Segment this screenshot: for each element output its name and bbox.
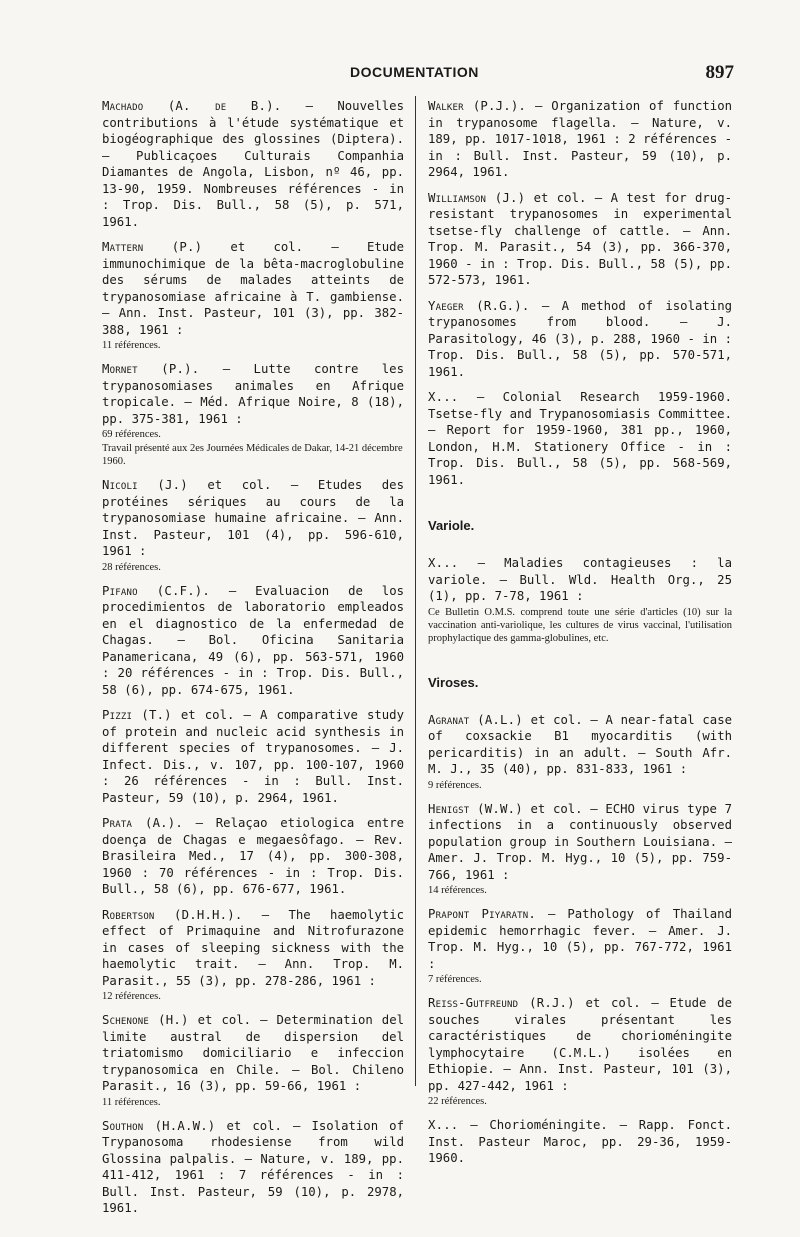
entry-citation — [102, 707, 404, 806]
entry-text: et col. — Etudes des protéines sériques au cours de la trypanosomiase humaine africaine. — Ann. Inst. Pasteur, 101 (4), pp. 596-610, 1961 : — [102, 478, 404, 558]
entry-author: Pifano (C.F.). — [102, 583, 211, 598]
entry-author: Walker (P.J.). — [428, 99, 527, 113]
entry-citation — [428, 801, 732, 884]
bibliography-entry — [428, 995, 732, 1108]
bibliography-entry — [102, 1118, 404, 1217]
section-heading-variole: Variole. — [428, 518, 475, 533]
entry-citation — [428, 712, 732, 778]
entry-note: 7 références. — [428, 974, 482, 985]
bibliography-entry — [102, 1012, 404, 1109]
entry-citation — [102, 1012, 404, 1095]
entry-author: Machado (A. de B.). — [102, 99, 282, 113]
entry-citation — [102, 98, 404, 230]
bibliography-entry — [102, 239, 404, 352]
entry-author: Agranat (A.L.) — [428, 712, 523, 727]
entry-citation — [428, 555, 732, 605]
entry-note: 14 références. — [428, 885, 487, 896]
entry-citation — [428, 995, 732, 1094]
viroses-entries — [428, 712, 732, 1167]
entry-citation — [102, 477, 404, 560]
bibliography-entry — [102, 583, 404, 699]
entry-text: — The haemolytic effect of Primaquine and Nitrofurazone in cases of sleeping sickness with the haemolytic trait. — Ann. Trop. M. Parasit., 55 (3), pp. 278-286, 1961 : — [102, 907, 405, 988]
bibliography-entry — [102, 707, 404, 806]
entry-text: et col. — ECHO virus type 7 infections in a continuously observed population group in Southern Louisiana. — Amer. J. Trop. M. Hyg., 10 (5), pp. 759-766, 1961 : — [428, 801, 732, 882]
entry-author: Prata (A.). — [102, 816, 183, 830]
bibliography-entry — [428, 555, 732, 645]
bibliography-entry — [428, 98, 732, 181]
section-heading-viroses: Viroses. — [428, 674, 479, 690]
bibliography-entry — [428, 190, 732, 289]
entry-author: X... — [428, 1118, 459, 1132]
entry-author: Williamson (J.) — [428, 190, 526, 205]
entry-text: — A method of isolating trypanosomes from blood. — J. Parasitology, 46 (3), p. 288, 1960 - in : Trop. Dis. Bull., 58 (5), pp. 570-571, 1961. — [428, 298, 732, 379]
entry-citation — [428, 190, 732, 289]
entry-text: et col. — Isolation of Trypanosoma rhodesiense from wild Glossina palpalis. — Nature, v. 189, pp. 411-412, 1961 : 7 références - in : Bull. Inst. Pasteur, 59 (10), p. 2978, 1961. — [102, 1118, 404, 1215]
column-divider — [415, 96, 416, 1086]
entry-note: 22 références. — [428, 1096, 487, 1107]
entry-note: 11 références. — [102, 340, 161, 351]
entry-author: Henigst (W.W.) — [428, 801, 523, 816]
entry-citation — [428, 298, 732, 381]
entry-author: Yaeger (R.G.). — [428, 298, 530, 313]
bibliography-entry — [102, 361, 404, 468]
entry-citation — [102, 239, 404, 338]
entry-text: et col. — Etude de souches virales présentant les caractéristiques de chorioméningite lymphocytaire (C.M.L.) isolées en Ethiopie. — Ann. Inst. Pasteur, 101 (3), pp. 427-442, 1961 : — [428, 996, 732, 1093]
entry-citation — [428, 98, 732, 181]
right-column-top-entries — [428, 98, 732, 488]
entry-citation — [102, 583, 404, 699]
entry-citation — [428, 1117, 732, 1167]
entry-text: — Maladies contagieuses : la variole. — Bull. Wld. Health Org., 25 (1), pp. 7-78, 1961 : — [428, 556, 732, 603]
entry-citation — [102, 361, 404, 427]
entry-author: Pizzi (T.) — [102, 708, 172, 722]
bibliography-entry — [428, 298, 732, 381]
bibliography-entry — [428, 1117, 732, 1167]
entry-text: et col. — A comparative study of protein and nucleic acid synthesis in different species of trypanosomes. — J. Infect. Dis., v. 107, pp. 100-107, 1960 : 26 références - in : Bull. Inst. Pasteur, 59 (10), p. 2964, 1961. — [102, 708, 404, 805]
running-title: DOCUMENTATION — [350, 64, 479, 80]
entry-author: Reiss-Gutfreund (R.J.) — [428, 996, 575, 1010]
entry-author: X... — [428, 390, 459, 404]
entry-note: 12 références. — [102, 991, 161, 1002]
bibliography-entry — [428, 801, 732, 898]
page-number: 897 — [705, 62, 734, 83]
entry-note: 69 références. — [102, 429, 161, 440]
entry-note: Ce Bulletin O.M.S. comprend toute une série d'articles (10) sur la vaccination anti-variolique, les cultures de virus vaccinal, l'utilisation prophylactique des gamma-globulines, etc. — [428, 606, 732, 644]
entry-citation — [102, 815, 404, 898]
entry-author: Robertson (D.H.H.). — [102, 907, 243, 922]
entry-text: et col. — Determination del limite austral de dispersion del triatomismo domiciliario e infeccion trypanosomica en Chile. — Bol. Chileno Parasit., 16 (3), pp. 59-66, 1961 : — [102, 1013, 404, 1093]
entry-text: — Organization of function in trypanosome flagella. — Nature, v. 189, pp. 1017-1018, 1961 : 2 références - in : Bull. Inst. Pasteur, 59 (10), p. 2964, 1961. — [428, 99, 732, 179]
entry-author: Prapont Piyaratn. — [428, 907, 537, 921]
entry-text: et col. — A test for drug-resistant trypanosomes in experimental tsetse-fly challenge of cattle. — Ann. Trop. M. Parasit., 54 (3), pp. 366-370, 1960 - in : Trop. Dis. Bull., 58 (5), pp. 572-573, 1961. — [428, 190, 733, 287]
bibliography-entry — [428, 906, 732, 986]
entry-text: — Relaçao etiologica entre doença de Chagas e megaesôfago. — Rev. Brasileira Med., 17 (4), pp. 300-308, 1960 : 70 références - in : Trop. Dis. Bull., 58 (6), pp. 676-677, 1961. — [102, 816, 404, 896]
entry-text: — Nouvelles contributions à l'étude systématique et biogéographique des glossines (Diptera). — Publicaçoes Culturais Companhia Diamantes de Angola, Lisbon, nº 46, pp. 13-90, 1959. Nombreuses références - in : Trop. Dis. Bull., 58 (5), p. 571, 1961. — [102, 99, 404, 229]
variole-entries — [428, 555, 732, 645]
entry-note: 9 références. — [428, 779, 482, 791]
entry-author: Mattern (P.) — [102, 240, 203, 254]
entry-author: X... — [428, 556, 459, 570]
entry-text: — Evaluacion de los procedimientos de laboratorio empleados en el diagnostico de la enfermedad de Chagas. — Bol. Oficina Sanitaria Panamericana, 49 (6), pp. 563-571, 1960 : 20 références - in : Trop. Dis. Bull., 58 (6), pp. 674-675, 1961. — [102, 583, 404, 697]
entry-text: et col. — Etude immunochimique de la bêta-macroglobuline des sérums de malades atteints de trypanosomiase africaine à T. gambiense. — Ann. Inst. Pasteur, 101 (3), pp. 382-388, 1961 : — [102, 240, 404, 337]
entry-note: 28 références. — [102, 561, 161, 573]
right-column — [428, 98, 732, 1176]
bibliography-entry — [102, 477, 404, 574]
entry-text: et col. — A near-fatal case of coxsackie B1 myocarditis (with pericarditis) in an adult. — South Afr. M. J., 35 (40), pp. 831-833, 1961 : — [428, 712, 733, 776]
bibliography-entry — [428, 712, 732, 792]
bibliography-entry — [102, 907, 404, 1004]
bibliography-entry — [102, 815, 404, 898]
entry-note: Travail présenté aux 2es Journées Médicales de Dakar, 14-21 décembre 1960. — [102, 443, 403, 467]
entry-text: — Pathology of Thailand epidemic hemorrhagic fever. — Amer. J. Trop. M. Hyg., 10 (5), pp. 767-772, 1961 : — [428, 907, 732, 971]
entry-text: — Colonial Research 1959-1960. Tsetse-fly and Trypanosomiasis Committee. — Report for 1959-1960, 381 pp., 1960, London, H.M. Stationery Office - in : Trop. Dis. Bull., 58 (5), pp. 568-569, 1961. — [428, 390, 732, 487]
entry-author: Mornet (P.). — [102, 362, 200, 376]
entry-citation — [428, 389, 732, 488]
entry-text: — Chorioméningite. — Rapp. Fonct. Inst. Pasteur Maroc, pp. 29-36, 1959-1960. — [428, 1118, 732, 1165]
entry-citation — [428, 906, 732, 972]
entry-author: Schenone (H.) — [102, 1013, 189, 1027]
entry-citation — [102, 1118, 404, 1217]
entry-text: — Lutte contre les trypanosomiases animales en Afrique tropicale. — Méd. Afrique Noire, 8 (18), pp. 375-381, 1961 : — [102, 362, 404, 426]
page-header — [100, 62, 740, 86]
left-column — [102, 98, 404, 1226]
entry-citation — [102, 907, 404, 990]
bibliography-entry — [102, 98, 404, 230]
entry-author: Nicoli (J.) — [102, 478, 188, 492]
entry-author: Southon (H.A.W.) — [102, 1118, 216, 1133]
bibliography-entry — [428, 389, 732, 488]
entry-note: 11 références. — [102, 1096, 161, 1108]
